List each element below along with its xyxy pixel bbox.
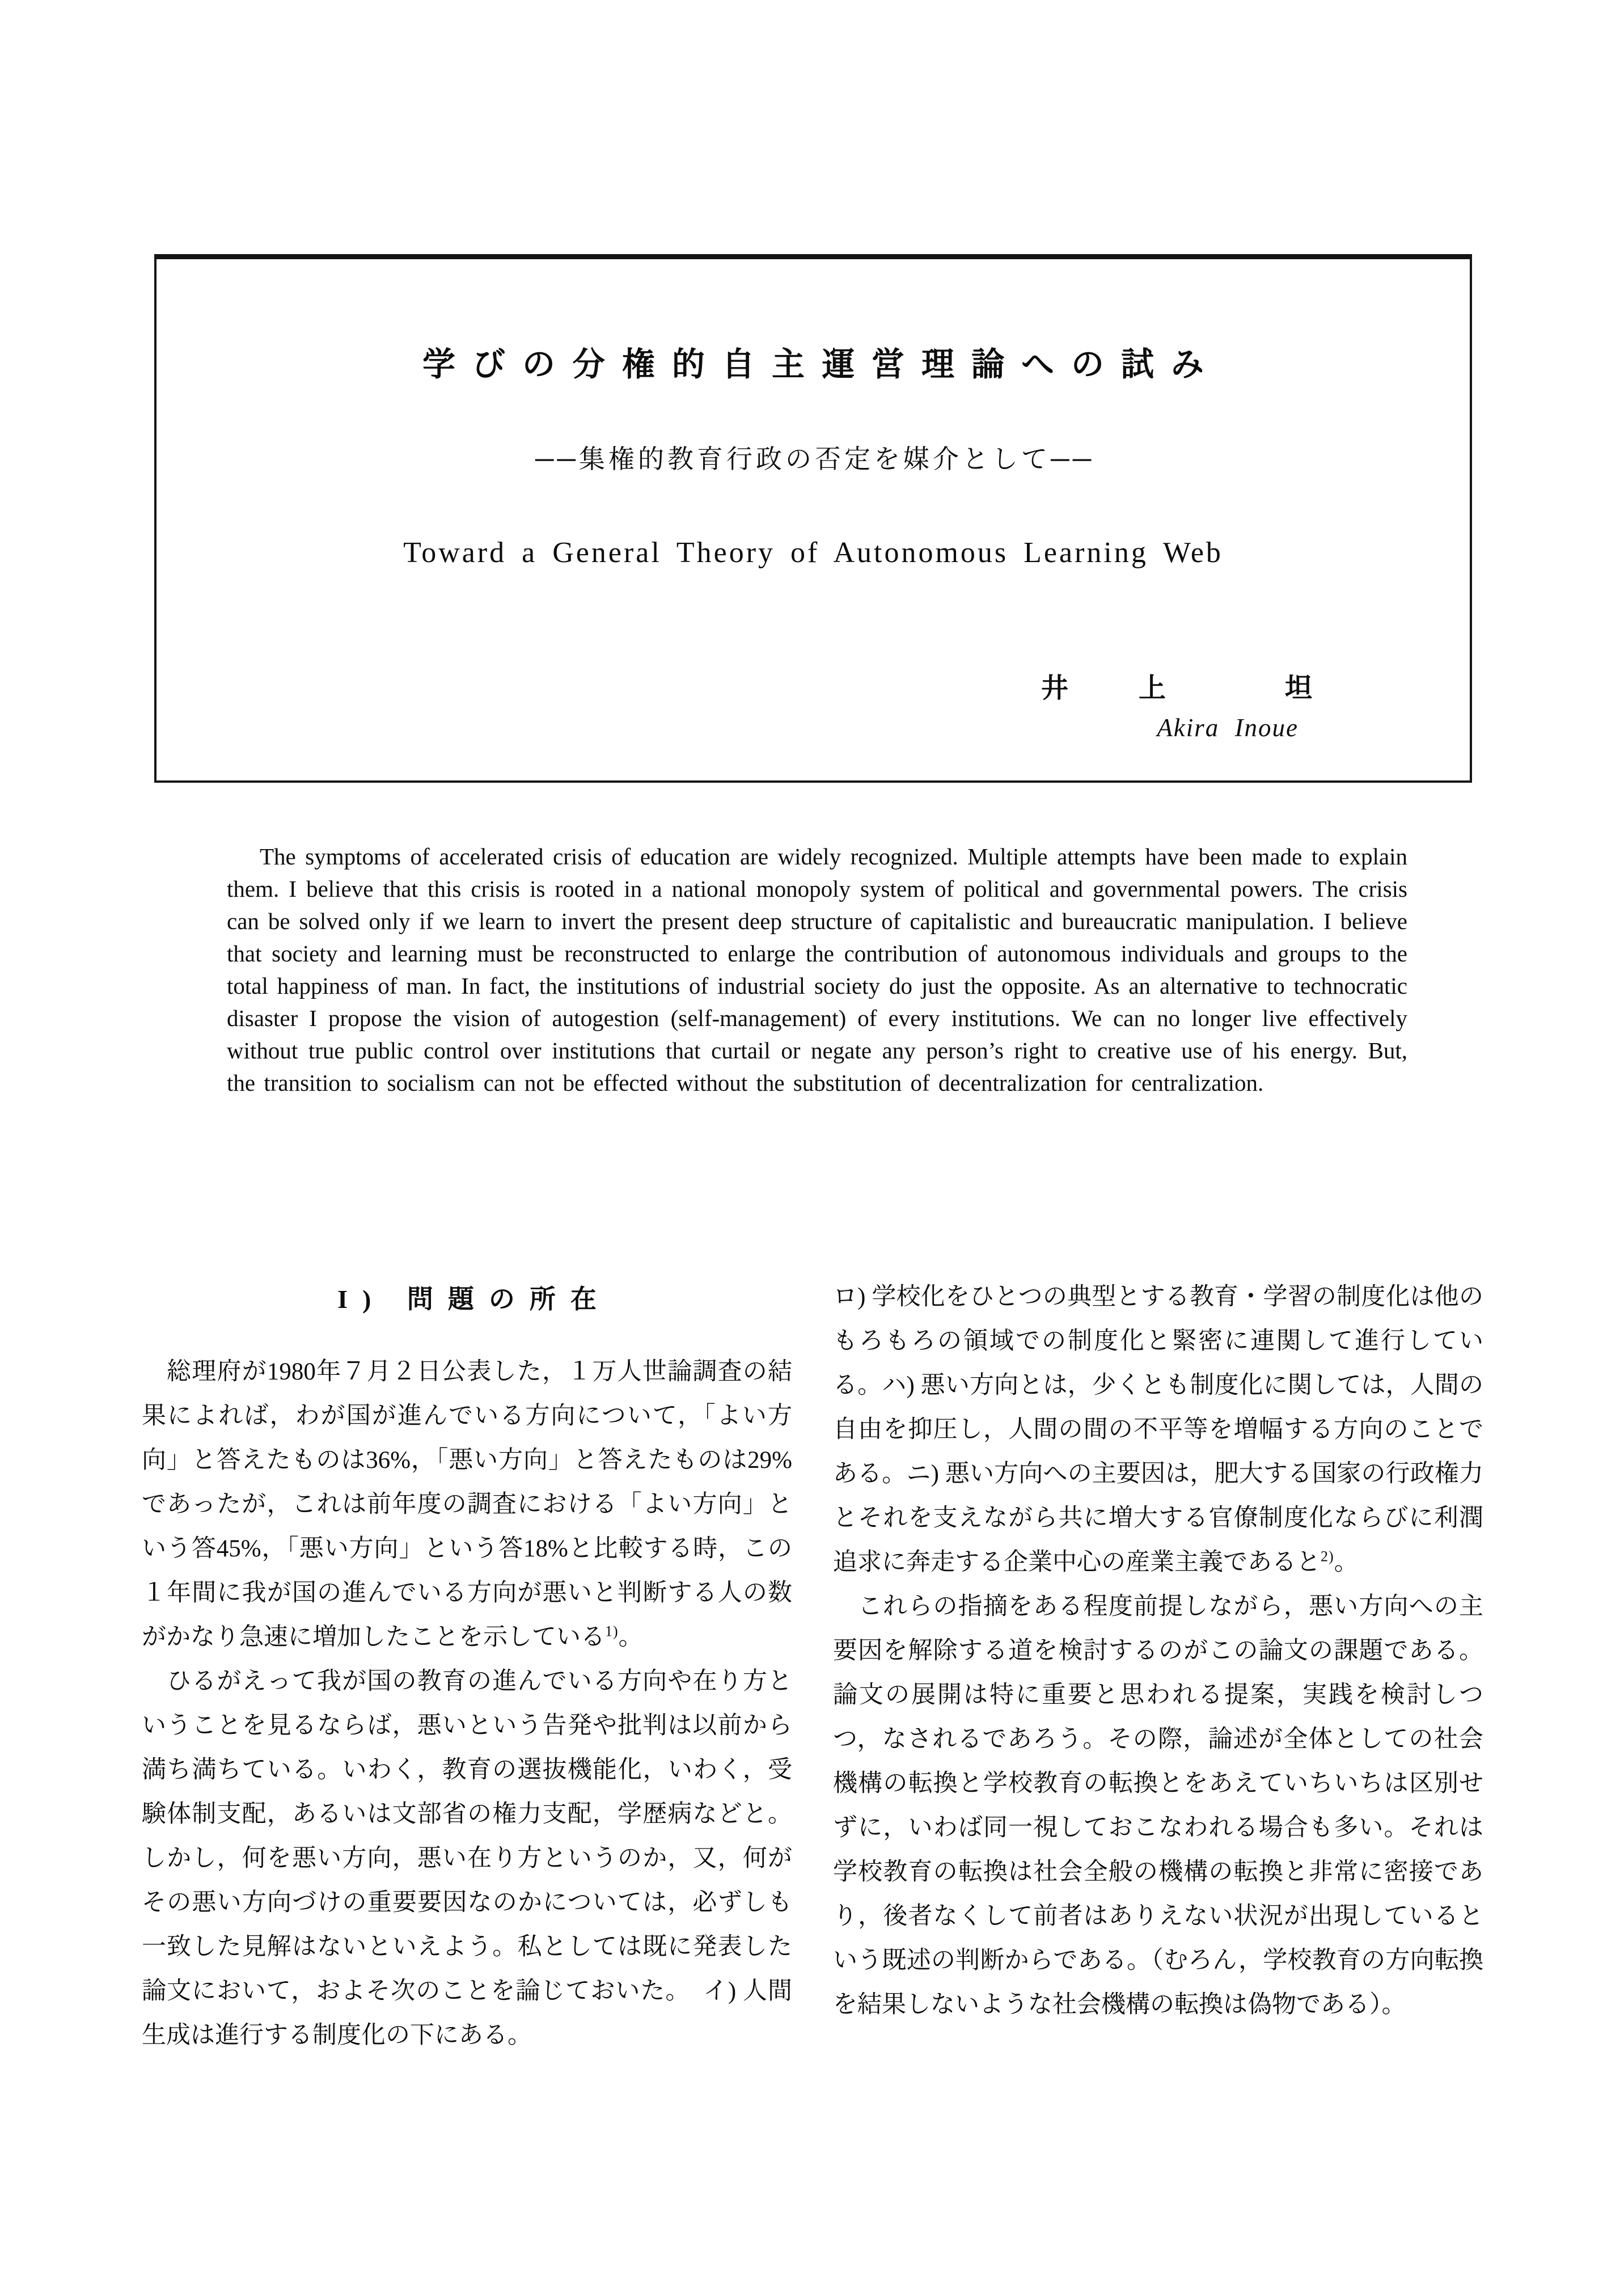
paper-subtitle-japanese: ──集権的教育行政の否定を媒介として── bbox=[535, 445, 1095, 474]
text-run: 。 bbox=[1334, 1549, 1359, 1576]
text-run: 。 bbox=[618, 1624, 643, 1651]
body-paragraph bbox=[142, 1660, 792, 2058]
text-run: ひるがえって我が国の教育の進んでいる方向や在り方ということを見るならば，悪いという告発や批判は以前から満ち満ちている。いわく，教育の選抜機能化，いわく，受験体制支配，あるいは文部省の権力支配，学歴病などと。しかし，何を悪い方向，悪い在り方というのか，又，何がその悪い方向づけの重要要因なのかについては，必ずしも一致した見解はないといえよう。私としては既に発表した論文において，およそ次のことを論じておいた。 イ) 人間生成は進行する制度化の下にある。 bbox=[142, 1668, 792, 2049]
author-name-japanese: 井 上 坦 bbox=[1041, 673, 1334, 703]
paper-title-english: Toward a General Theory of Autonomous Learning Web bbox=[403, 537, 1223, 569]
abstract-text: The symptoms of accelerated crisis of education are widely recognized. Multiple attempts have been made to explain them. I believe that this crisis is rooted in a national monopoly system of political and governmental powers. The crisis can be solved only if we learn to invert the present deep structure of capitalistic and bureaucratic manipulation. I believe that society and learning must be reconstructed to enlarge the contribution of autonomous individuals and groups to the total happiness of man. In fact, the institutions of industrial society do just the opposite. As an alternative to technocratic disaster I propose the vision of autogestion (self-management) of every institutions. We can no longer live effectively without true public control over institutions that curtail or negate any person’s right to creative use of his energy. But, the transition to socialism can not be effected without the substitution of decentralization for centralization. bbox=[227, 843, 1407, 1096]
section-heading: I) 問題の所在 bbox=[337, 1285, 611, 1314]
body-paragraph bbox=[833, 1275, 1483, 1585]
body-paragraph bbox=[142, 1350, 792, 1660]
author-name-romanized: Akira Inoue bbox=[1157, 714, 1299, 742]
paper-title-japanese: 学びの分権的自主運営理論への試み bbox=[422, 346, 1221, 383]
footnote-ref: 2) bbox=[1321, 1548, 1334, 1565]
body-paragraph bbox=[833, 1585, 1483, 2027]
two-column-body bbox=[142, 1275, 1483, 2058]
left-column bbox=[142, 1275, 792, 2058]
title-box bbox=[154, 254, 1472, 783]
text-run: ロ) 学校化をひとつの典型とする教育・学習の制度化は他のもろもろの領域での制度化と緊密に連関して進行している。ハ) 悪い方向とは，少くとも制度化に関しては，人間の自由を抑圧し，人間の間の不平等を増幅する方向のことである。ニ) 悪い方向への主要因は，肥大する国家の行政権力とそれを支えながら共に増大する官僚制度化ならびに利潤追求に奔走する企業中心の産業主義であると bbox=[833, 1284, 1483, 1576]
footnote-ref: 1) bbox=[605, 1623, 619, 1640]
text-run: しないような社会機構の転換は偽物である）。 bbox=[906, 1991, 1406, 2018]
text-run: 総理府が1980年７月２日公表した，１万人世論調査の結果によれば，わが国が進んでいる方向について，「よい方向」と答えたものは36%，「悪い方向」と答えたものは29%であったが，これは前年度の調査における「よい方向」という答45%，「悪い方向」という答18%と比較する時，この１年間に我が国の進んでいる方向が悪いと判断する人の数がかなり急速に増加したことを示している bbox=[142, 1358, 792, 1651]
text-run: これらの指摘をある程度前提しながら，悪い方向への主要因を解除する道を検討するのがこの論文の課題である。論文の展開は特に重要と思われる提案，実践を検討しつつ，なされるであろう。その際，論述が全体としての社会機構の転換と学校教育の転換とをあえていちいちは区別せずに，いわば同一視しておこなわれる場合も多い。それは学校教育の転換は社会全般の機構の転換と非常に密接であり，後者なくして前者はありえない状況が出現しているという既述の判断からである。（むろん，学校教育の方向転換を bbox=[833, 1593, 1483, 2018]
emphasized-text-run: 結果 bbox=[857, 1991, 906, 2018]
right-column bbox=[833, 1275, 1483, 2027]
author-block bbox=[157, 666, 1470, 742]
